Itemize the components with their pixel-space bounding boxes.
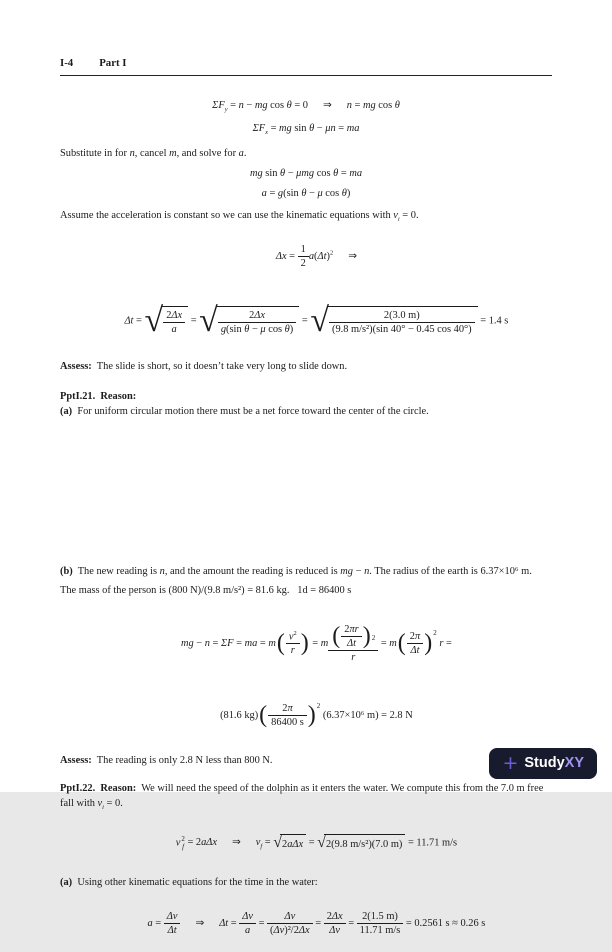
text-21a: (a) For uniform circular motion there must be a net force toward the center of the circle. [60, 405, 429, 417]
text-22-line2: fall with $v_i = 0$. [60, 798, 123, 812]
exponent: 2 [433, 629, 437, 638]
text-substitute: Substitute in for n, cancel m, and solve for a. [60, 148, 247, 160]
exponent: 2 [371, 634, 376, 643]
logo-xy-text: XY [564, 754, 584, 771]
part-title: Part I [99, 57, 127, 69]
equation-time-in-water: a = $\frac{\Delta v}{\Delta t}$ ⇒ Δt = $\frac{\Delta v}{a}$ = $\frac{\Delta v}{\text{(Δv)²/2Δx}}$ = $\frac{2\Delta x}{\Delta v}$ = $\frac{2(1.5 m)}{11.71 m/s}$ = 0.2561 s ≈ 0.26 s [147, 911, 486, 937]
fraction-2dx-dv: $\frac{2\Delta x}{\Delta v}$ [324, 910, 346, 937]
left-paren: ( [259, 701, 268, 728]
blank-figure-space [60, 419, 552, 564]
fraction-v2-r: $\frac{v^2}{r}$ [286, 630, 300, 657]
right-paren: ) [307, 701, 316, 728]
fraction-numeric: $\frac{2(1.5 m)}{11.71 m/s}$ [357, 910, 404, 937]
page-header [60, 56, 552, 76]
radical-icon: √ [144, 302, 164, 340]
left-paren: ( [397, 629, 406, 656]
right-paren: ) [424, 629, 433, 656]
equation-sum-forces-y: $\Sigma F_y = n$ − mg cos θ = 0 ⇒ n = mg cos θ [212, 99, 400, 113]
equation-mg-sin: mg sin θ − μmg cos θ = ma [249, 167, 363, 179]
page-number: I-4 [60, 57, 74, 69]
sqrt-term: √2aΔx [273, 834, 306, 852]
equation-delta-x: Δx = $\frac{1}{2}$ $a(\Delta t)^2$ ⇒ [275, 244, 357, 270]
v-f-squared: 2 f [181, 834, 185, 851]
right-paren: ) [300, 629, 309, 656]
fraction-2pi-86400: $\frac{2\pi}{86400 s}$ [268, 702, 307, 729]
radical-icon: √ [273, 834, 282, 852]
plus-icon: + [502, 752, 519, 774]
fraction-dv-dt: $\frac{\Delta v}{\Delta t}$ [164, 910, 181, 937]
heading-ppt-22: PptI.22. Reason: We will need the speed of the dolphin as it enters the water. We compute this from the 7.0 m free [60, 783, 544, 795]
equation-vf-squared: v 2 f = 2aΔx ⇒ $v_f = √2a\Delta x = √2(9.8$ m/s²)(7.0 m) = 11.71 m/s [175, 834, 458, 852]
exponent: 2 [316, 701, 321, 710]
sqrt-term: √2(9.8 m/s²)(7.0 m) [317, 834, 405, 852]
equation-numeric-result: (81.6 kg)( $\frac{2\pi}{86400 s}$ )2 (6.37×10⁶ m) = 2.8 N [220, 701, 413, 729]
text-assess-slide: Assess: The slide is short, so it doesn’t take very long to slide down. [60, 361, 348, 373]
equation-delta-t-sqrt: Δt = √ $\frac{2\Delta x}{a}$ = √ $\frac{2\Delta x}{\text{g(sin θ − μ cos θ)}}$ = √ $\frac{2(3.0 m)}{\text{(9.8 m/s²)(sin 40° − 0.45 cos 40°)}}$ = 1.4 s [124, 302, 509, 340]
text-21b-line2: The mass of the person is (800 N)/(9.8 m/s²) = 81.6 kg. 1d = 86400 s [60, 584, 352, 596]
fraction: $\frac{2\Delta x}{\text{g(sin θ − μ cos θ)}}$ [218, 309, 296, 336]
equation-a-g: a = g(sin θ − μ cos θ) [261, 187, 351, 199]
radical-icon: √ [310, 302, 329, 340]
fraction-2pi-dt: $\frac{2\pi}{\Delta t}$ [407, 630, 423, 657]
sqrt-term [144, 302, 189, 340]
fraction: $\frac{2\Delta x}{a}$ [163, 309, 185, 336]
text-22a: (a) Using other kinematic equations for the time in the water: [60, 876, 318, 888]
logo-text [524, 753, 584, 774]
text-assume: Assume the acceleration is constant so we can use the kinematic equations with $v_i = 0$. [60, 209, 419, 223]
studyxy-logo [489, 748, 597, 779]
fraction-dv-dv2: $\frac{\Delta v}{\text{(Δv)²/2Δx}}$ [267, 910, 313, 937]
equation-sum-forces-x: $\Sigma F_x$ = mg sin θ − μn = ma [252, 123, 360, 137]
left-paren: ( [332, 622, 341, 649]
radical-icon: √ [199, 302, 218, 340]
left-paren: ( [276, 629, 285, 656]
radical-icon: √ [317, 834, 326, 852]
heading-ppt-21: PptI.21. Reason: [60, 390, 137, 402]
logo-study-text: Study [524, 754, 565, 771]
sqrt-term [310, 302, 477, 340]
fraction-one-half: $\frac{1}{2}$ [298, 243, 309, 270]
fraction: $\frac{2(3.0 m)}{\text{(9.8 m/s²)(sin 40° − 0.45 cos 40°)}}$ [329, 309, 475, 336]
text-21b-line1: (b) The new reading is n, and the amount the reading is reduced is mg − n. The radius of the earth is 6.37×10⁶ m. [60, 565, 532, 577]
fraction-dv-a: $\frac{\Delta v}{a}$ [239, 910, 256, 937]
fraction-nested: ( $\frac{2\pi r}{\Delta t}$ )2 r [328, 623, 378, 664]
fraction-2pir-dt: $\frac{2\pi r}{\Delta t}$ [341, 623, 361, 650]
sqrt-term [199, 302, 299, 340]
right-paren: ) [362, 622, 371, 649]
text-assess-reading: Assess: The reading is only 2.8 N less than 800 N. [60, 755, 273, 767]
equation-circular-force: mg − n = ΣF = ma = m( $\frac{v^2}{r}$ ) = m ( $\frac{2\pi r}{\Delta t}$ )2 r = m( $\frac{2\pi}{\Delta t}$ )2 r = [180, 622, 452, 663]
